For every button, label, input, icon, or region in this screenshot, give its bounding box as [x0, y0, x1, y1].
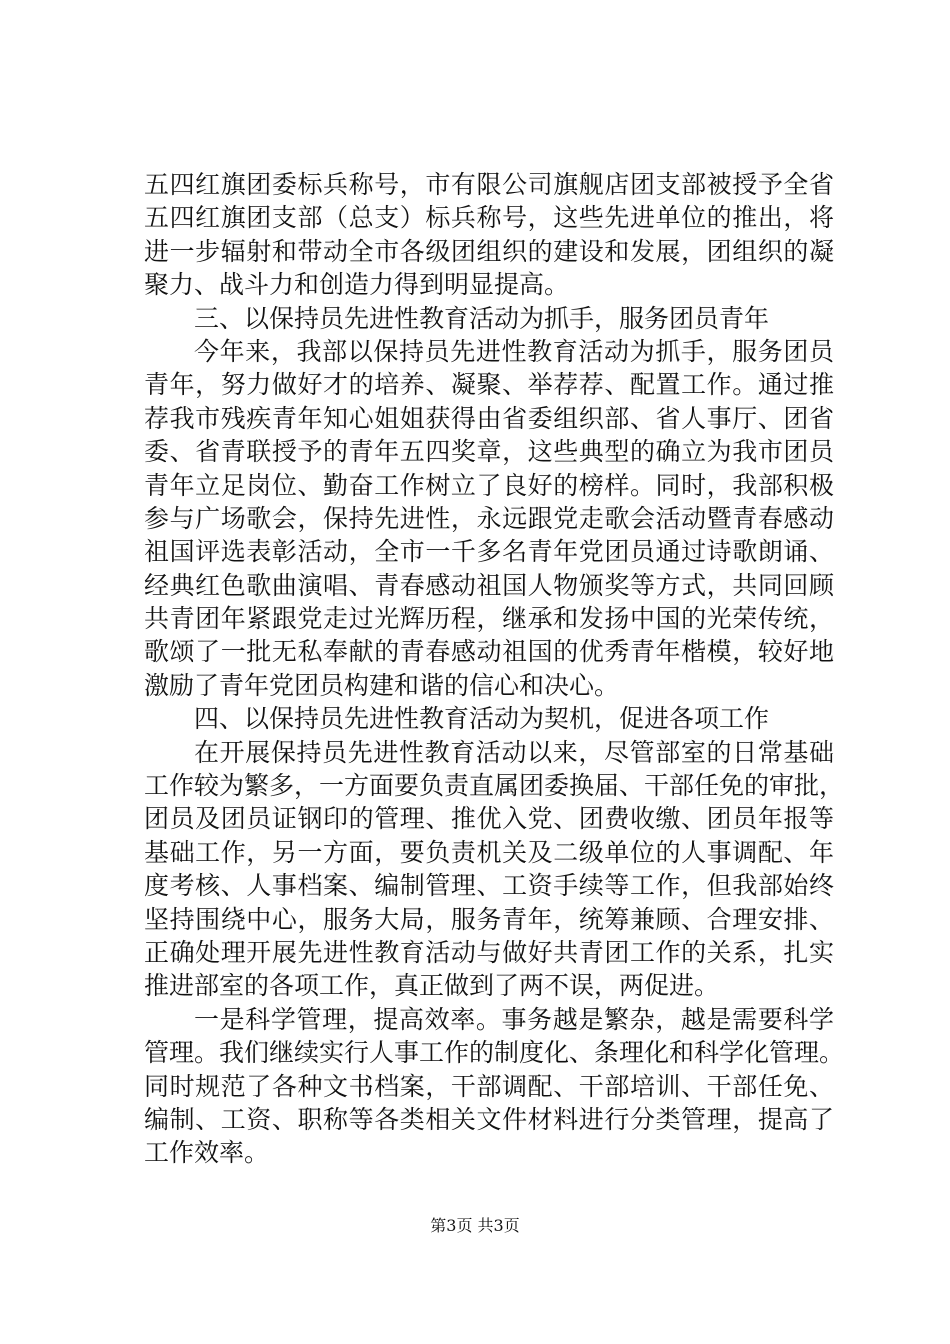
text-line: 祖国评选表彰活动，全市一千多名青年党团员通过诗歌朗诵、	[144, 537, 834, 567]
text-line: 今年来，我部以保持员先进性教育活动为抓手，服务团员	[194, 336, 834, 366]
text-line: 五四红旗团委标兵称号，市有限公司旗舰店团支部被授予全省	[144, 170, 834, 199]
text-line: 工作效率。	[144, 1138, 270, 1168]
text-line: 在开展保持员先进性教育活动以来，尽管部室的日常基础	[194, 737, 834, 767]
text-line: 推进部室的各项工作，真正做到了两不误，两促进。	[144, 971, 720, 1001]
page-footer	[0, 1216, 950, 1236]
text-line: 正确处理开展先进性教育活动与做好共青团工作的关系，扎实	[144, 937, 834, 967]
text-line: 团员及团员证钢印的管理、推优入党、团费收缴、团员年报等	[144, 804, 834, 834]
paragraph	[144, 168, 834, 302]
text-line: 三、以保持员先进性教育活动为抓手，服务团员青年	[194, 303, 770, 333]
paragraph	[144, 702, 834, 735]
text-line: 委、省青联授予的青年五四奖章，这些典型的确立为我市团员	[144, 437, 834, 467]
text-line: 工作较为繁多，一方面要负责直属团委换届、干部任免的审批，	[144, 771, 845, 801]
paragraph	[144, 335, 834, 702]
text-line: 经典红色歌曲演唱、青春感动祖国人物颁奖等方式，共同回顾	[144, 570, 834, 600]
text-line: 编制、工资、职称等各类相关文件材料进行分类管理，提高了	[144, 1104, 834, 1134]
text-line: 同时规范了各种文书档案，干部调配、干部培训、干部任免、	[144, 1071, 834, 1101]
paragraph	[144, 302, 834, 335]
paragraph	[144, 1003, 845, 1170]
text-line: 参与广场歌会，保持先进性，永远跟党走歌会活动暨青春感动	[144, 503, 834, 533]
text-line: 激励了青年党团员构建和谐的信心和决心。	[144, 670, 620, 700]
text-line: 青年立足岗位、勤奋工作树立了良好的榜样。同时，我部积极	[144, 470, 834, 500]
text-line: 青年，努力做好才的培养、凝聚、举荐荐、配置工作。通过推	[144, 370, 834, 400]
document-body	[144, 168, 845, 1170]
text-line: 五四红旗团支部（总支）标兵称号，这些先进单位的推出，将	[144, 203, 834, 233]
text-line: 坚持围绕中心，服务大局，服务青年，统筹兼顾、合理安排、	[144, 904, 834, 934]
text-line: 共青团年紧跟党走过光辉历程，继承和发扬中国的光荣传统，	[144, 604, 834, 634]
text-line: 管理。我们继续实行人事工作的制度化、条理化和科学化管理。	[144, 1038, 845, 1068]
text-line: 一是科学管理，提高效率。事务越是繁杂，越是需要科学	[194, 1004, 834, 1034]
text-line: 聚力、战斗力和创造力得到明显提高。	[144, 270, 570, 300]
text-line: 四、以保持员先进性教育活动为契机，促进各项工作	[194, 704, 770, 734]
page-number-label: 第3页 共3页	[430, 1216, 520, 1235]
paragraph	[144, 736, 845, 1003]
text-line: 歌颂了一批无私奉献的青春感动祖国的优秀青年楷模，较好地	[144, 637, 834, 667]
text-line: 基础工作，另一方面，要负责机关及二级单位的人事调配、年	[144, 837, 834, 867]
text-line: 进一步辐射和带动全市各级团组织的建设和发展，团组织的凝	[144, 236, 834, 266]
text-line: 度考核、人事档案、编制管理、工资手续等工作，但我部始终	[144, 871, 834, 901]
text-line: 荐我市残疾青年知心姐姐获得由省委组织部、省人事厅、团省	[144, 403, 834, 433]
